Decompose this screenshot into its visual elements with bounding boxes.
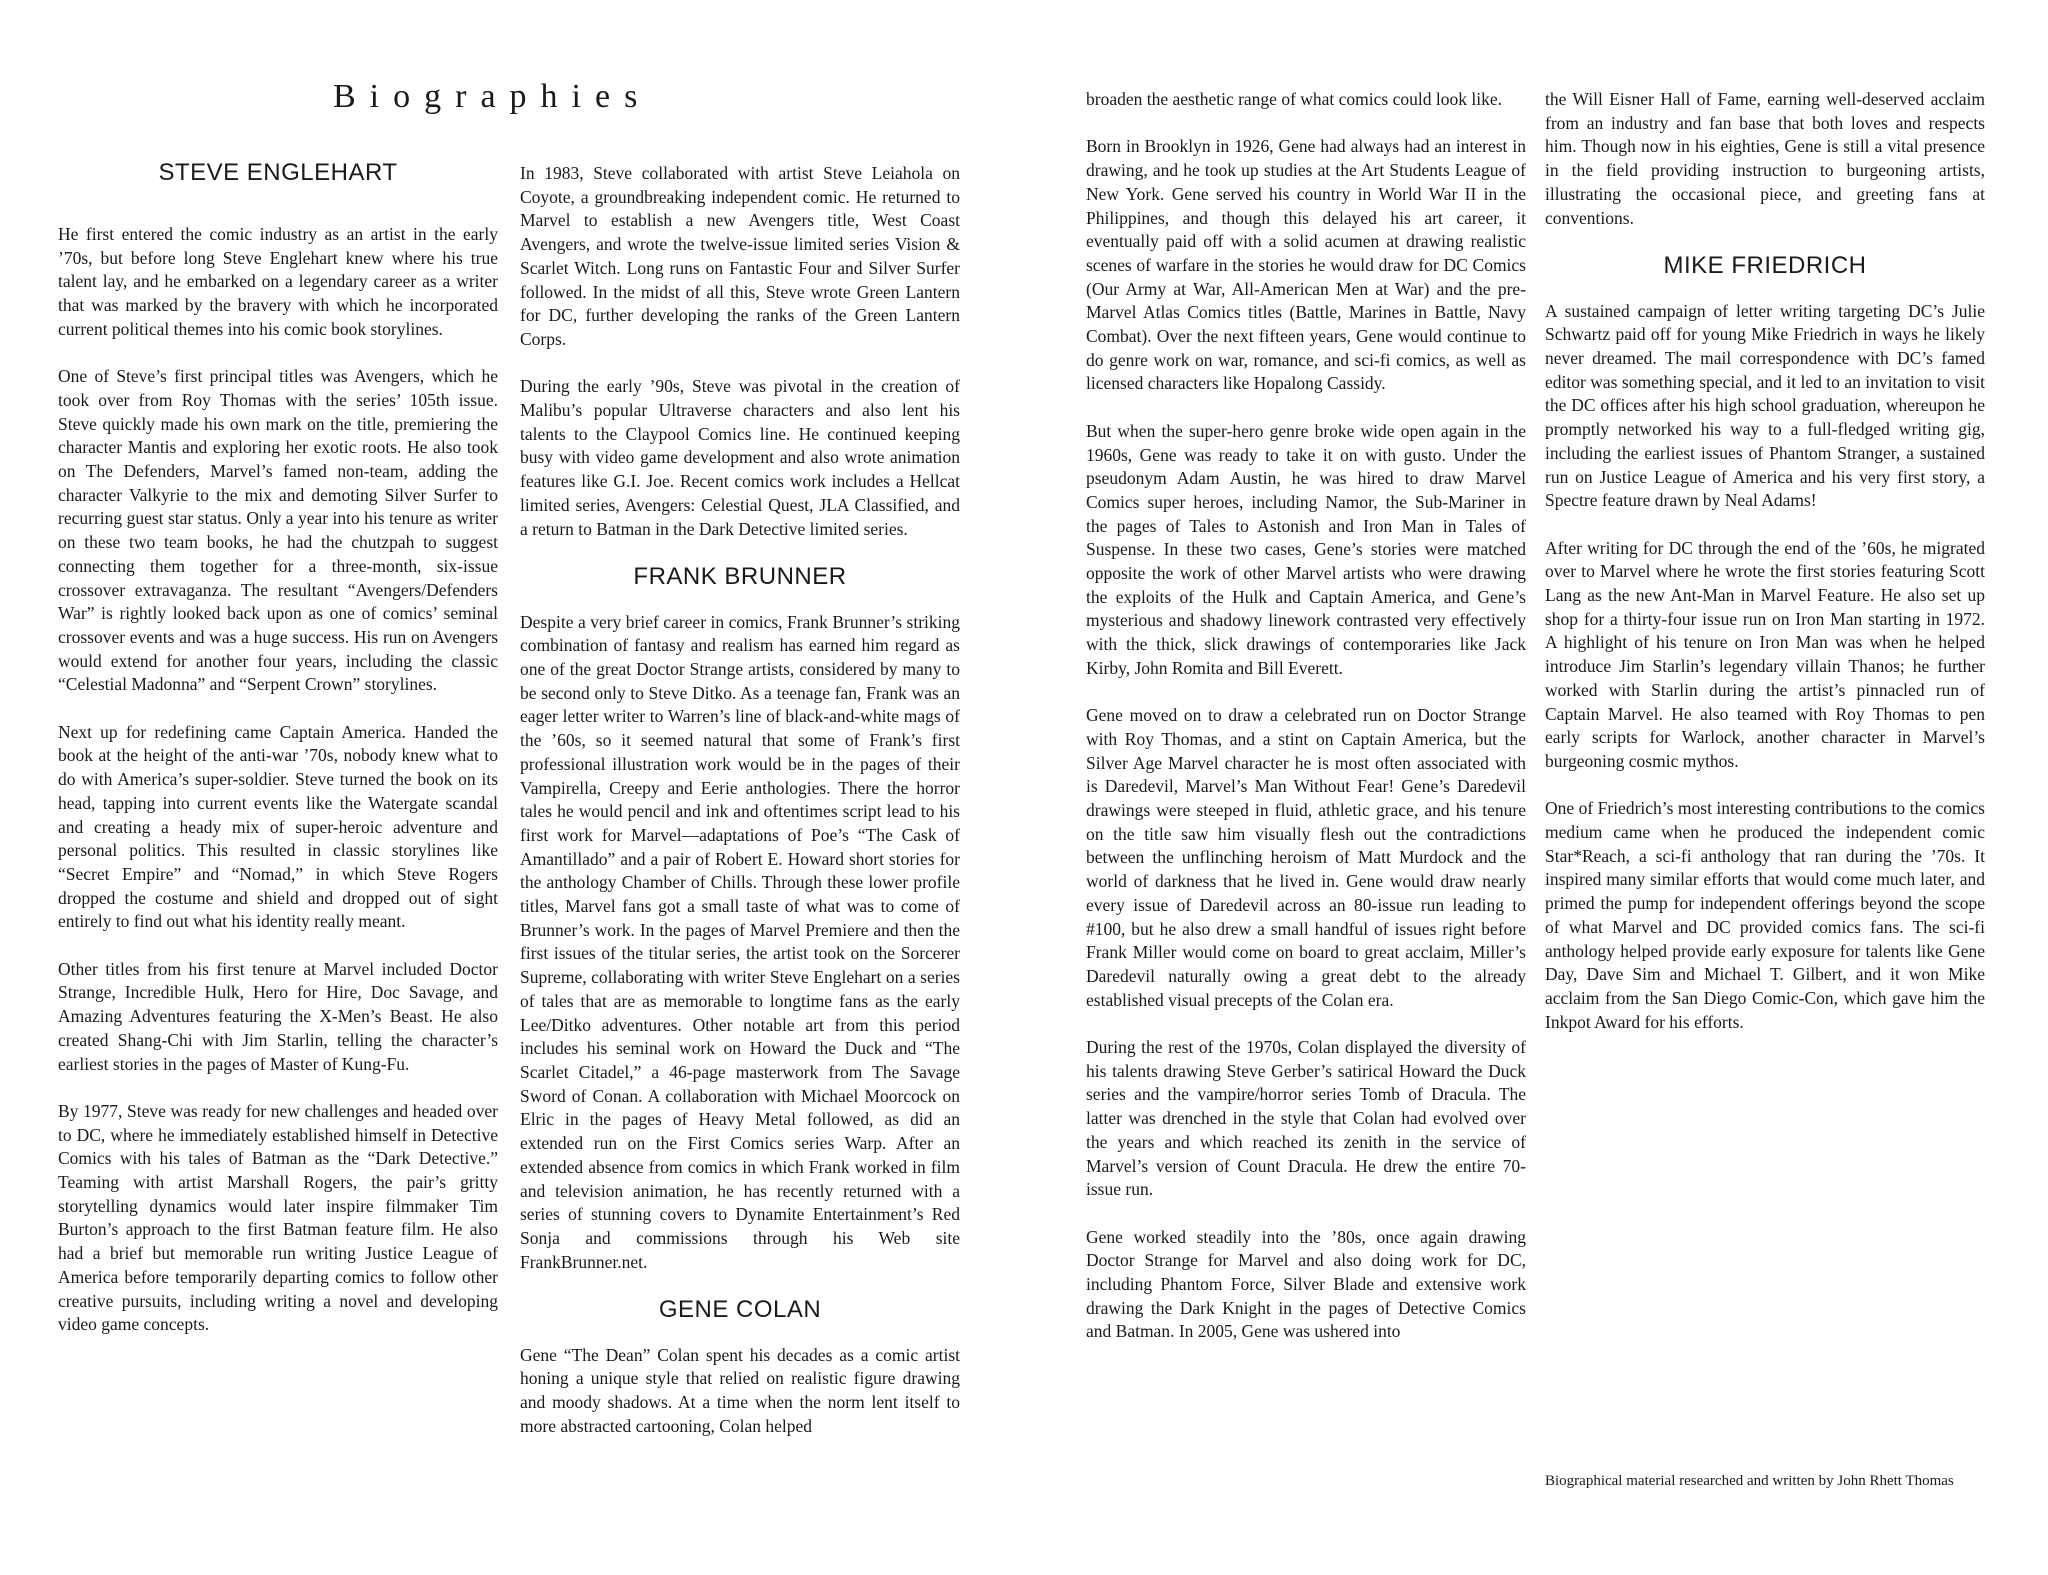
heading-frank-brunner: FRANK BRUNNER — [633, 562, 847, 590]
paragraph: Next up for redefining came Captain America. Handed the book at the height of the anti-war ’70s, nobody knew what to do with America’s super-soldier. Steve turned the book on its head, tapping into current events like the Watergate scandal and creating a heady mix of super-heroic adventure and personal politics. This resulted in classic storylines like “Secret Empire” and “Nomad,” in which Steve Rogers dropped the costume and shield and dropped out of sight entirely to find out what his identity really meant. — [58, 721, 498, 932]
paragraph: A sustained campaign of letter writing targeting DC’s Julie Schwartz paid off for young Mike Friedrich in ways he likely never dreamed. The mail correspondence with DC’s famed editor was something special, and it led to an invitation to visit the DC offices after his high school graduation, whereupon he promptly networked his way to a full-fledged writing gig, including the earliest issues of Phantom Stranger, a sustained run on Justice League of America and his very first story, a Spectre feature drawn by Neal Adams! — [1545, 300, 1985, 511]
paragraph: Other titles from his first tenure at Marvel included Doctor Strange, Incredible Hulk, Hero for Hire, Doc Savage, and Amazing Adventures featuring the X-Men’s Beast. He also created Shang-Chi with Jim Starlin, telling the character’s earliest stories in the pages of Master of Kung-Fu. — [58, 958, 498, 1074]
column-4 — [1545, 88, 1985, 1058]
page-title: Biographies — [333, 78, 652, 115]
column-1 — [58, 159, 498, 1361]
paragraph: the Will Eisner Hall of Fame, earning well-deserved acclaim from an industry and fan base that both loves and respects him. Though now in his eighties, Gene is still a vital presence in the field providing instruction to burgeoning artists, illustrating the occasional piece, and greeting fans at conventions. — [1545, 89, 1985, 228]
paragraph: By 1977, Steve was ready for new challenges and headed over to DC, where he immediately established himself in Detective Comics with his tales of Batman as the “Dark Detective.” Teaming with artist Marshall Rogers, the pair’s gritty storytelling dynamics would later inspire filmmaker Tim Burton’s approach to the first Batman feature film. He also had a brief but memorable run writing Justice League of America before temporarily departing comics to follow other creative pursuits, including writing a novel and developing video game concepts. — [58, 1100, 498, 1335]
paragraph: Gene worked steadily into the ’80s, once again drawing Doctor Strange for Marvel and also doing work for DC, including Phantom Force, Silver Blade and extensive work drawing the Dark Knight in the pages of Detective Comics and Batman. In 2005, Gene was ushered into — [1086, 1226, 1526, 1342]
column-2 — [520, 162, 960, 1462]
paragraph: Born in Brooklyn in 1926, Gene had always had an interest in drawing, and he took up studies at the Art Students League of New York. Gene served his country in World War II in the Philippines, and though this delayed his art career, it eventually paid off with a solid acumen at drawing realistic scenes of warfare in the stories he would draw for DC Comics (Our Army at War, All-American Men at War) and the pre-Marvel Atlas Comics titles (Battle, Marines in Battle, Navy Combat). Over the next fifteen years, Gene would continue to do genre work on war, romance, and sci-fi comics, as well as licensed characters like Hopalong Cassidy. — [1086, 136, 1526, 394]
paragraph: Gene “The Dean” Colan spent his decades as a comic artist honing a unique style that relied on realistic figure drawing and moody shadows. At a time when the norm lent itself to more abstracted cartooning, Colan helped — [520, 1344, 960, 1436]
paragraph: In 1983, Steve collaborated with artist Steve Leiahola on Coyote, a groundbreaking independent comic. He returned to Marvel to establish a new Avengers title, West Coast Avengers, and wrote the twelve-issue limited series Vision & Scarlet Witch. Long runs on Fantastic Four and Silver Surfer followed. In the midst of all this, Steve wrote Green Lantern for DC, further developing the ranks of the Green Lantern Corps. — [520, 163, 960, 349]
heading-gene-colan: GENE COLAN — [658, 1296, 822, 1323]
paragraph: Gene moved on to draw a celebrated run on Doctor Strange with Roy Thomas, and a stint on Captain America, but the Silver Age Marvel character he is most often associated with is Daredevil, Marvel’s Man Without Fear! Gene’s Daredevil drawings were steeped in fluid, athletic grace, and his tenure on the title saw him visually flesh out the contradictions between the unflinching heroism of Matt Murdock and the world of darkness that he lived in. Gene would draw nearly every issue of Daredevil across an 80-issue run leading to #100, but he also drew a small handful of issues right before Frank Miller would come on board to great acclaim, Miller’s Daredevil naturally owing a great debt to the already established visual precepts of the Colan era. — [1086, 705, 1526, 1010]
column-3 — [1086, 88, 1526, 1368]
heading-steve-englehart: STEVE ENGLEHART — [158, 159, 398, 186]
paragraph: After writing for DC through the end of the ’60s, he migrated over to Marvel where he wrote the first stories featuring Scott Lang as the new Ant-Man in Marvel Feature. He also set up shop for a thirty-four issue run on Iron Man starting in 1972. A highlight of his tenure on Iron Man was when he helped introduce Jim Starlin’s legendary villain Thanos; he further worked with Starlin during the artist’s pinnacled run of Captain Marvel. He also teamed with Roy Thomas to pen early scripts for Warlock, another character in Marvel’s burgeoning cosmic mythos. — [1545, 537, 1985, 771]
paragraph: But when the super-hero genre broke wide open again in the 1960s, Gene was ready to take it on with gusto. Under the pseudonym Adam Austin, he was hired to draw Marvel Comics super heroes, including Namor, the Sub-Mariner in the pages of Tales to Astonish and Iron Man in Tales of Suspense. In these two cases, Gene’s stories were matched opposite the work of other Marvel artists who were drawing the exploits of the Hulk and Captain America, and Gene’s mysterious and shadowy linework contrasted very effectively with the thick, slick drawings of contemporaries like Jack Kirby, John Romita and Bill Everett. — [1086, 420, 1526, 678]
paragraph: During the rest of the 1970s, Colan displayed the diversity of his talents drawing Steve Gerber’s satirical Howard the Duck series and the vampire/horror series Tomb of Dracula. The latter was drenched in the style that Colan had evolved over the years and which reached its zenith in the service of Marvel’s version of Count Dracula. He drew the entire 70-issue run. — [1086, 1037, 1526, 1200]
heading-mike-friedrich: MIKE FRIEDRICH — [1663, 251, 1867, 279]
paragraph: One of Friedrich’s most interesting contributions to the comics medium came when he produced the independent comic Star*Reach, a sci-fi anthology that ran during the ’70s. It inspired many similar efforts that would come much later, and primed the pump for independent offerings beyond the scope of what Marvel and DC provided comics fans. The sci-fi anthology helped provide early exposure for talents like Gene Day, Dave Sim and Michael T. Gilbert, and it won Mike acclaim from the San Diego Comic-Con, which gave him the Inkpot Award for his efforts. — [1545, 798, 1985, 1032]
paragraph: One of Steve’s first principal titles was Avengers, which he took over from Roy Thomas with the series’ 105th issue. Steve quickly made his own mark on the title, premiering the character Mantis and exploring her exotic roots. He also took on The Defenders, Marvel’s famed non-team, adding the character Valkyrie to the mix and demoting Silver Surfer to recurring guest star status. Only a year into his tenure as writer on these two team books, he had the chutzpah to suggest connecting them together for a three-month, six-issue crossover extravaganza. The resultant “Avengers/Defenders War” is rightly looked back upon as one of comics’ seminal crossover events and was a huge success. His run on Avengers would extend for another four years, including the classic “Celestial Madonna” and “Serpent Crown” storylines. — [58, 366, 498, 695]
paragraph: He first entered the comic industry as an artist in the early ’70s, but before long Steve Englehart knew where his true talent lay, and he embarked on a legendary career as a writer that was marked by the bravery with which he incorporated current political themes into his comic book storylines. — [58, 224, 498, 339]
credit-line: Biographical material researched and written by John Rhett Thomas — [1545, 1473, 1954, 1489]
paragraph: Despite a very brief career in comics, Frank Brunner’s striking combination of fantasy and realism has earned him regard as one of the great Doctor Strange artists, considered by many to be second only to Steve Ditko. As a teenage fan, Frank was an eager letter writer to Warren’s line of black-and-white mags of the ’60s, so it seemed natural that some of Frank’s first professional illustration work would be in the pages of their Vampirella, Creepy and Eerie anthologies. There the horror tales he would pencil and ink and oftentimes script lead to his first work for Marvel—adaptations of Poe’s “The Cask of Amantillado” and a pair of Robert E. Howard short stories for the anthology Chamber of Chills. Through these lower profile titles, Marvel fans got a small taste of what was to come of Brunner’s work. In the pages of Marvel Premiere and then the first issues of the titular series, the artist took on the Sorcerer Supreme, collaborating with writer Steve Englehart on a series of tales that are as memorable to longtime fans as the early Lee/Ditko adventures. Other notable art from this period includes his seminal work on Howard the Duck and “The Scarlet Citadel,” a 46-page masterwork from The Savage Sword of Conan. A collaboration with Michael Moorcock on Elric in the pages of Heavy Metal followed, as did an extended run on the First Comics series Warp. After an extended absence from comics in which Frank worked in film and television animation, he has recently returned with a series of stunning covers to Dynamite Entertainment’s Red Sonja and commissions through his Web site FrankBrunner.net. — [520, 611, 960, 1272]
paragraph: During the early ’90s, Steve was pivotal in the creation of Malibu’s popular Ultraverse characters and also lent his talents to the Claypool Comics line. He continued keeping busy with video game development and also wrote animation features like G.I. Joe. Recent comics work includes a Hellcat limited series, Avengers: Celestial Quest, JLA Classified, and a return to Batman in the Dark Detective limited series. — [520, 376, 960, 539]
paragraph: broaden the aesthetic range of what comics could look like. — [1086, 89, 1502, 109]
